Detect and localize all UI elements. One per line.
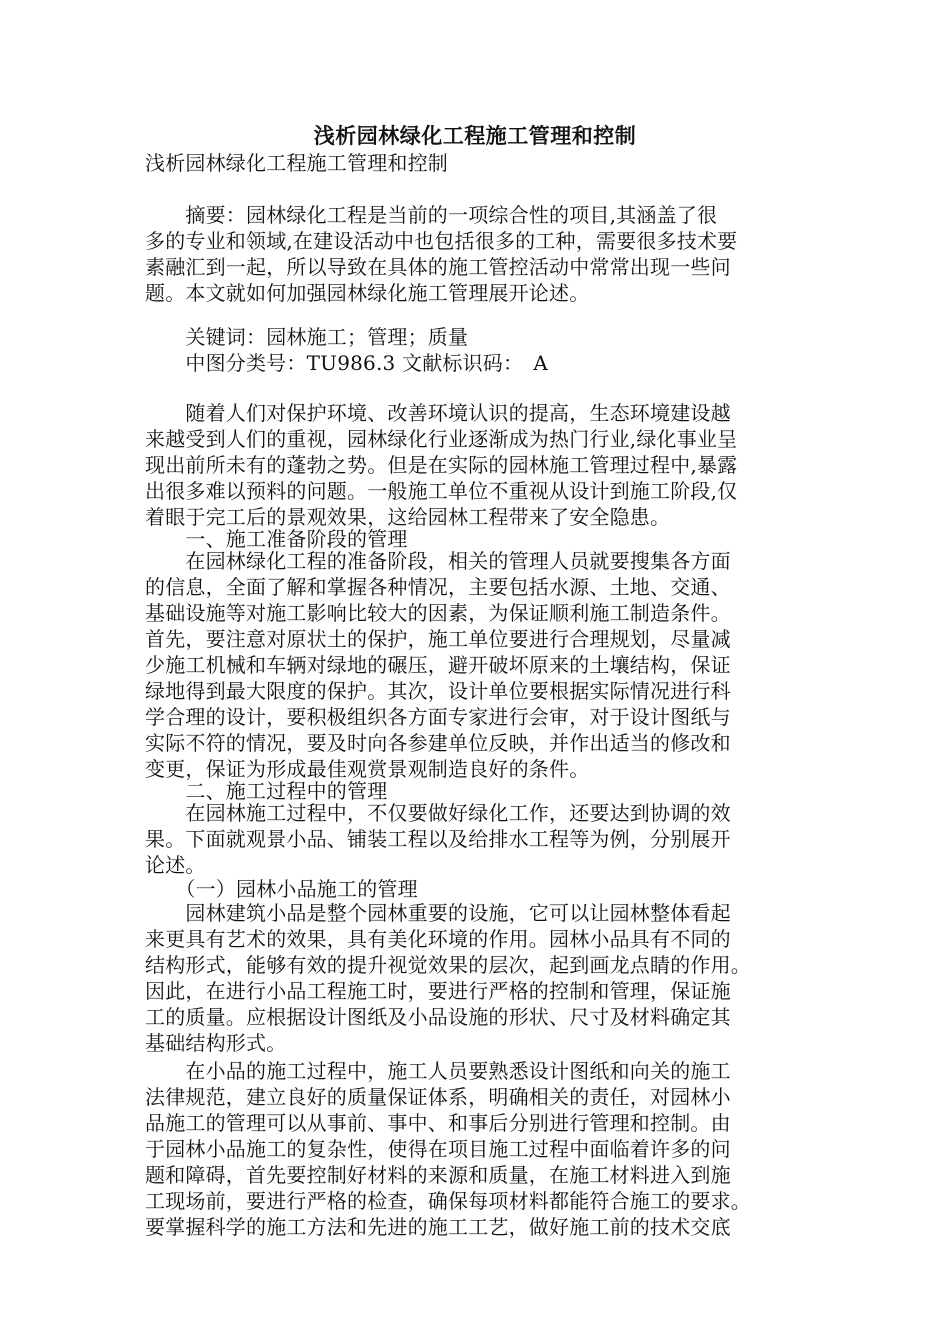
body-line: 基础结构形式。 xyxy=(145,1031,287,1055)
body-line: 基础设施等对施工影响比较大的因素，为保证顺利施工制造条件。 xyxy=(145,601,731,625)
body-line: 的信息，全面了解和掌握各种情况，主要包括水源、土地、交通、 xyxy=(145,575,731,599)
body-line: 来更具有艺术的效果，具有美化环境的作用。园林小品具有不同的 xyxy=(145,927,731,951)
body-line: 随着人们对保护环境、改善环境认识的提高，生态环境建设越 xyxy=(145,401,731,425)
body-line: 绿地得到最大限度的保护。其次，设计单位要根据实际情况进行科 xyxy=(145,679,731,703)
body-line: 现出前所未有的蓬勃之势。但是在实际的园林施工管理过程中,暴露 xyxy=(145,453,738,477)
document-subtitle: 浅析园林绿化工程施工管理和控制 xyxy=(145,151,448,175)
body-line: 于园林小品施工的复杂性，使得在项目施工过程中面临着许多的问 xyxy=(145,1137,731,1161)
body-line: 园林建筑小品是整个园林重要的设施，它可以让园林整体看起 xyxy=(145,901,731,925)
body-line: 题和障碍，首先要控制好材料的来源和质量，在施工材料进入到施 xyxy=(145,1163,731,1187)
body-line: 实际不符的情况，要及时向各参建单位反映，并作出适当的修改和 xyxy=(145,731,731,755)
body-line: 果。下面就观景小品、铺装工程以及给排水工程等为例，分别展开 xyxy=(145,827,731,851)
keywords-line: 关键词：园林施工；管理；质量 xyxy=(145,325,469,349)
body-line: 首先，要注意对原状土的保护，施工单位要进行合理规划，尽量减 xyxy=(145,627,731,651)
body-line: 在小品的施工过程中，施工人员要熟悉设计图纸和向关的施工 xyxy=(145,1059,731,1083)
body-line: 工的质量。应根据设计图纸及小品设施的形状、尺寸及材料确定其 xyxy=(145,1005,731,1029)
body-line: 出很多难以预料的问题。一般施工单位不重视从设计到施工阶段,仅 xyxy=(145,479,738,503)
body-line: 法律规范，建立良好的质量保证体系，明确相关的责任，对园林小 xyxy=(145,1085,731,1109)
classification-line: 中图分类号：TU986.3 文献标识码： A xyxy=(145,351,549,375)
body-line: 少施工机械和车辆对绿地的碾压，避开破坏原来的土壤结构，保证 xyxy=(145,653,731,677)
body-line: 要掌握科学的施工方法和先进的施工工艺，做好施工前的技术交底 xyxy=(145,1215,731,1239)
abstract-line: 摘要：园林绿化工程是当前的一项综合性的项目,其涵盖了很 xyxy=(145,203,718,227)
body-line: 变更，保证为形成最佳观赏景观制造良好的条件。 xyxy=(145,757,590,781)
section-heading: 一、施工准备阶段的管理 xyxy=(145,527,408,551)
body-line: 论述。 xyxy=(145,853,206,877)
body-line: 在园林施工过程中，不仅要做好绿化工作，还要达到协调的效 xyxy=(145,801,731,825)
abstract-line: 多的专业和领域,在建设活动中也包括很多的工种，需要很多技术要 xyxy=(145,229,738,253)
body-line: 着眼于完工后的景观效果，这给园林工程带来了安全隐患。 xyxy=(145,505,671,529)
abstract-line: 题。本文就如何加强园林绿化施工管理展开论述。 xyxy=(145,281,590,305)
document-title: 浅析园林绿化工程施工管理和控制 xyxy=(313,123,637,148)
body-line: 结构形式，能够有效的提升视觉效果的层次，起到画龙点睛的作用。 xyxy=(145,953,751,977)
body-line: 工现场前，要进行严格的检查，确保每项材料都能符合施工的要求。 xyxy=(145,1189,751,1213)
section-heading: 二、施工过程中的管理 xyxy=(145,779,388,803)
body-line: 因此，在进行小品工程施工时，要进行严格的控制和管理，保证施 xyxy=(145,979,731,1003)
abstract-line: 素融汇到一起，所以导致在具体的施工管控活动中常常出现一些问 xyxy=(145,255,731,279)
body-line: 来越受到人们的重视，园林绿化行业逐渐成为热门行业,绿化事业呈 xyxy=(145,427,738,451)
subsection-heading: （一）园林小品施工的管理 xyxy=(145,877,418,901)
body-line: 品施工的管理可以从事前、事中、和事后分别进行管理和控制。由 xyxy=(145,1111,731,1135)
body-line: 在园林绿化工程的准备阶段，相关的管理人员就要搜集各方面 xyxy=(145,549,731,573)
body-line: 学合理的设计，要积极组织各方面专家进行会审，对于设计图纸与 xyxy=(145,705,731,729)
